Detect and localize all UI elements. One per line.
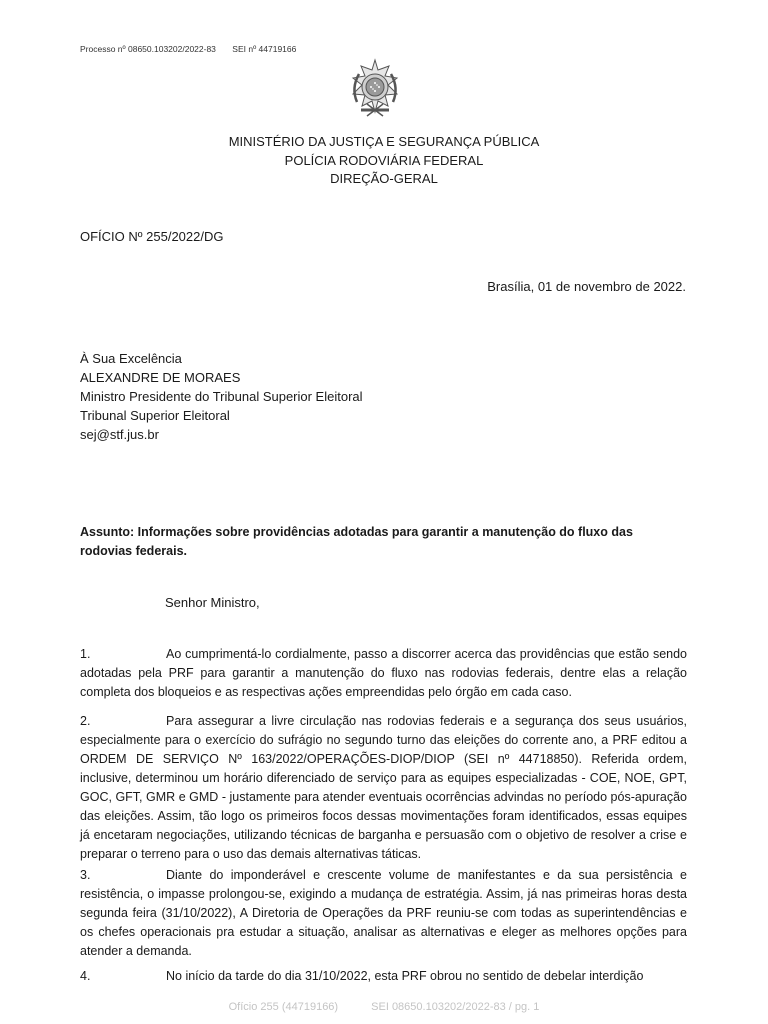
process-number: Processo nº 08650.103202/2022-83 [80, 44, 216, 54]
footer-page: SEI 08650.103202/2022-83 / pg. 1 [371, 1001, 540, 1013]
page-footer [0, 1001, 768, 1013]
document-number: OFÍCIO Nº 255/2022/DG [80, 229, 224, 244]
subject-line: Assunto: Informações sobre providências adotadas para garantir a manutenção do fluxo das rodovias federais. [80, 525, 633, 558]
ministry-name: MINISTÉRIO DA JUSTIÇA E SEGURANÇA PÚBLICA [228, 134, 540, 149]
recipient-org: Tribunal Superior Eleitoral [80, 408, 230, 423]
process-header [80, 44, 296, 54]
department-name: DIREÇÃO-GERAL [330, 171, 438, 186]
sei-number: SEI nº 44719166 [232, 44, 297, 54]
paragraph-number: 1. [80, 647, 91, 661]
recipient-title: Ministro Presidente do Tribunal Superior Eleitoral [80, 389, 363, 404]
paragraph-text: Diante do imponderável e crescente volume de manifestantes e da sua persistência e resistência, o impasse prolongou-se, exigindo a mudança de estratégia. Assim, já nas primeiras horas desta segunda feira (31/10/2022), A Diretoria de Operações da PRF reuniu-se com todas as superintendências e os chefes operacionais pra estudar a situação, analisar as alternativas e eleger as melhores opções para atender a demanda. [80, 868, 687, 958]
recipient-block [80, 349, 363, 444]
paragraph-1 [80, 645, 687, 702]
document-date: Brasília, 01 de novembro de 2022. [487, 279, 686, 294]
paragraph-number: 3. [80, 868, 91, 882]
footer-oficio: Ofício 255 (44719166) [228, 1001, 339, 1013]
greeting: Senhor Ministro, [165, 595, 260, 610]
paragraph-text: Para assegurar a livre circulação nas rodovias federais e a segurança dos seus usuários, especialmente para o exercício do sufrágio no segundo turno das eleições do corrente ano, a PRF editou a ORDEM DE SERVIÇO Nº 163/2022/OPERAÇÕES-DIOP/DIOP (SEI nº 44718850). Referida ordem, inclusive, determinou um horário diferenciado de serviço para as equipes especializadas - COE, NOE, GPT, GOC, GFT, GMR e GMD - justamente para atender eventuais ocorrências advindas no período pós-apuração das eleições. Assim, tão logo os primeiros focos dessas movimentações foram identificados, essas equipes já encetaram negociações, utilizando técnicas de barganha e persuasão com o objetivo de resolver a crise e preparar o terreno para o uso das demais alternativas táticas. [80, 714, 687, 861]
paragraph-text: Ao cumprimentá-lo cordialmente, passo a discorrer acerca das providências que estão sendo adotadas pela PRF para garantir a manutenção do fluxo nas rodovias federais, dentre elas a relação completa dos bloqueios e as respectivas ações empreendidas pelo órgão em cada caso. [80, 647, 687, 699]
paragraph-number: 2. [80, 714, 91, 728]
agency-name: POLÍCIA RODOVIÁRIA FEDERAL [284, 153, 484, 168]
paragraph-4 [80, 967, 687, 986]
recipient-email: sej@stf.jus.br [80, 427, 159, 442]
paragraph-2 [80, 712, 687, 864]
recipient-name: ALEXANDRE DE MORAES [80, 370, 241, 385]
recipient-salutation: À Sua Excelência [80, 351, 182, 366]
paragraph-number: 4. [80, 969, 91, 983]
paragraph-3 [80, 866, 687, 961]
paragraph-text: No início da tarde do dia 31/10/2022, esta PRF obrou no sentido de debelar interdição [166, 969, 644, 983]
coat-of-arms-icon [345, 58, 405, 120]
